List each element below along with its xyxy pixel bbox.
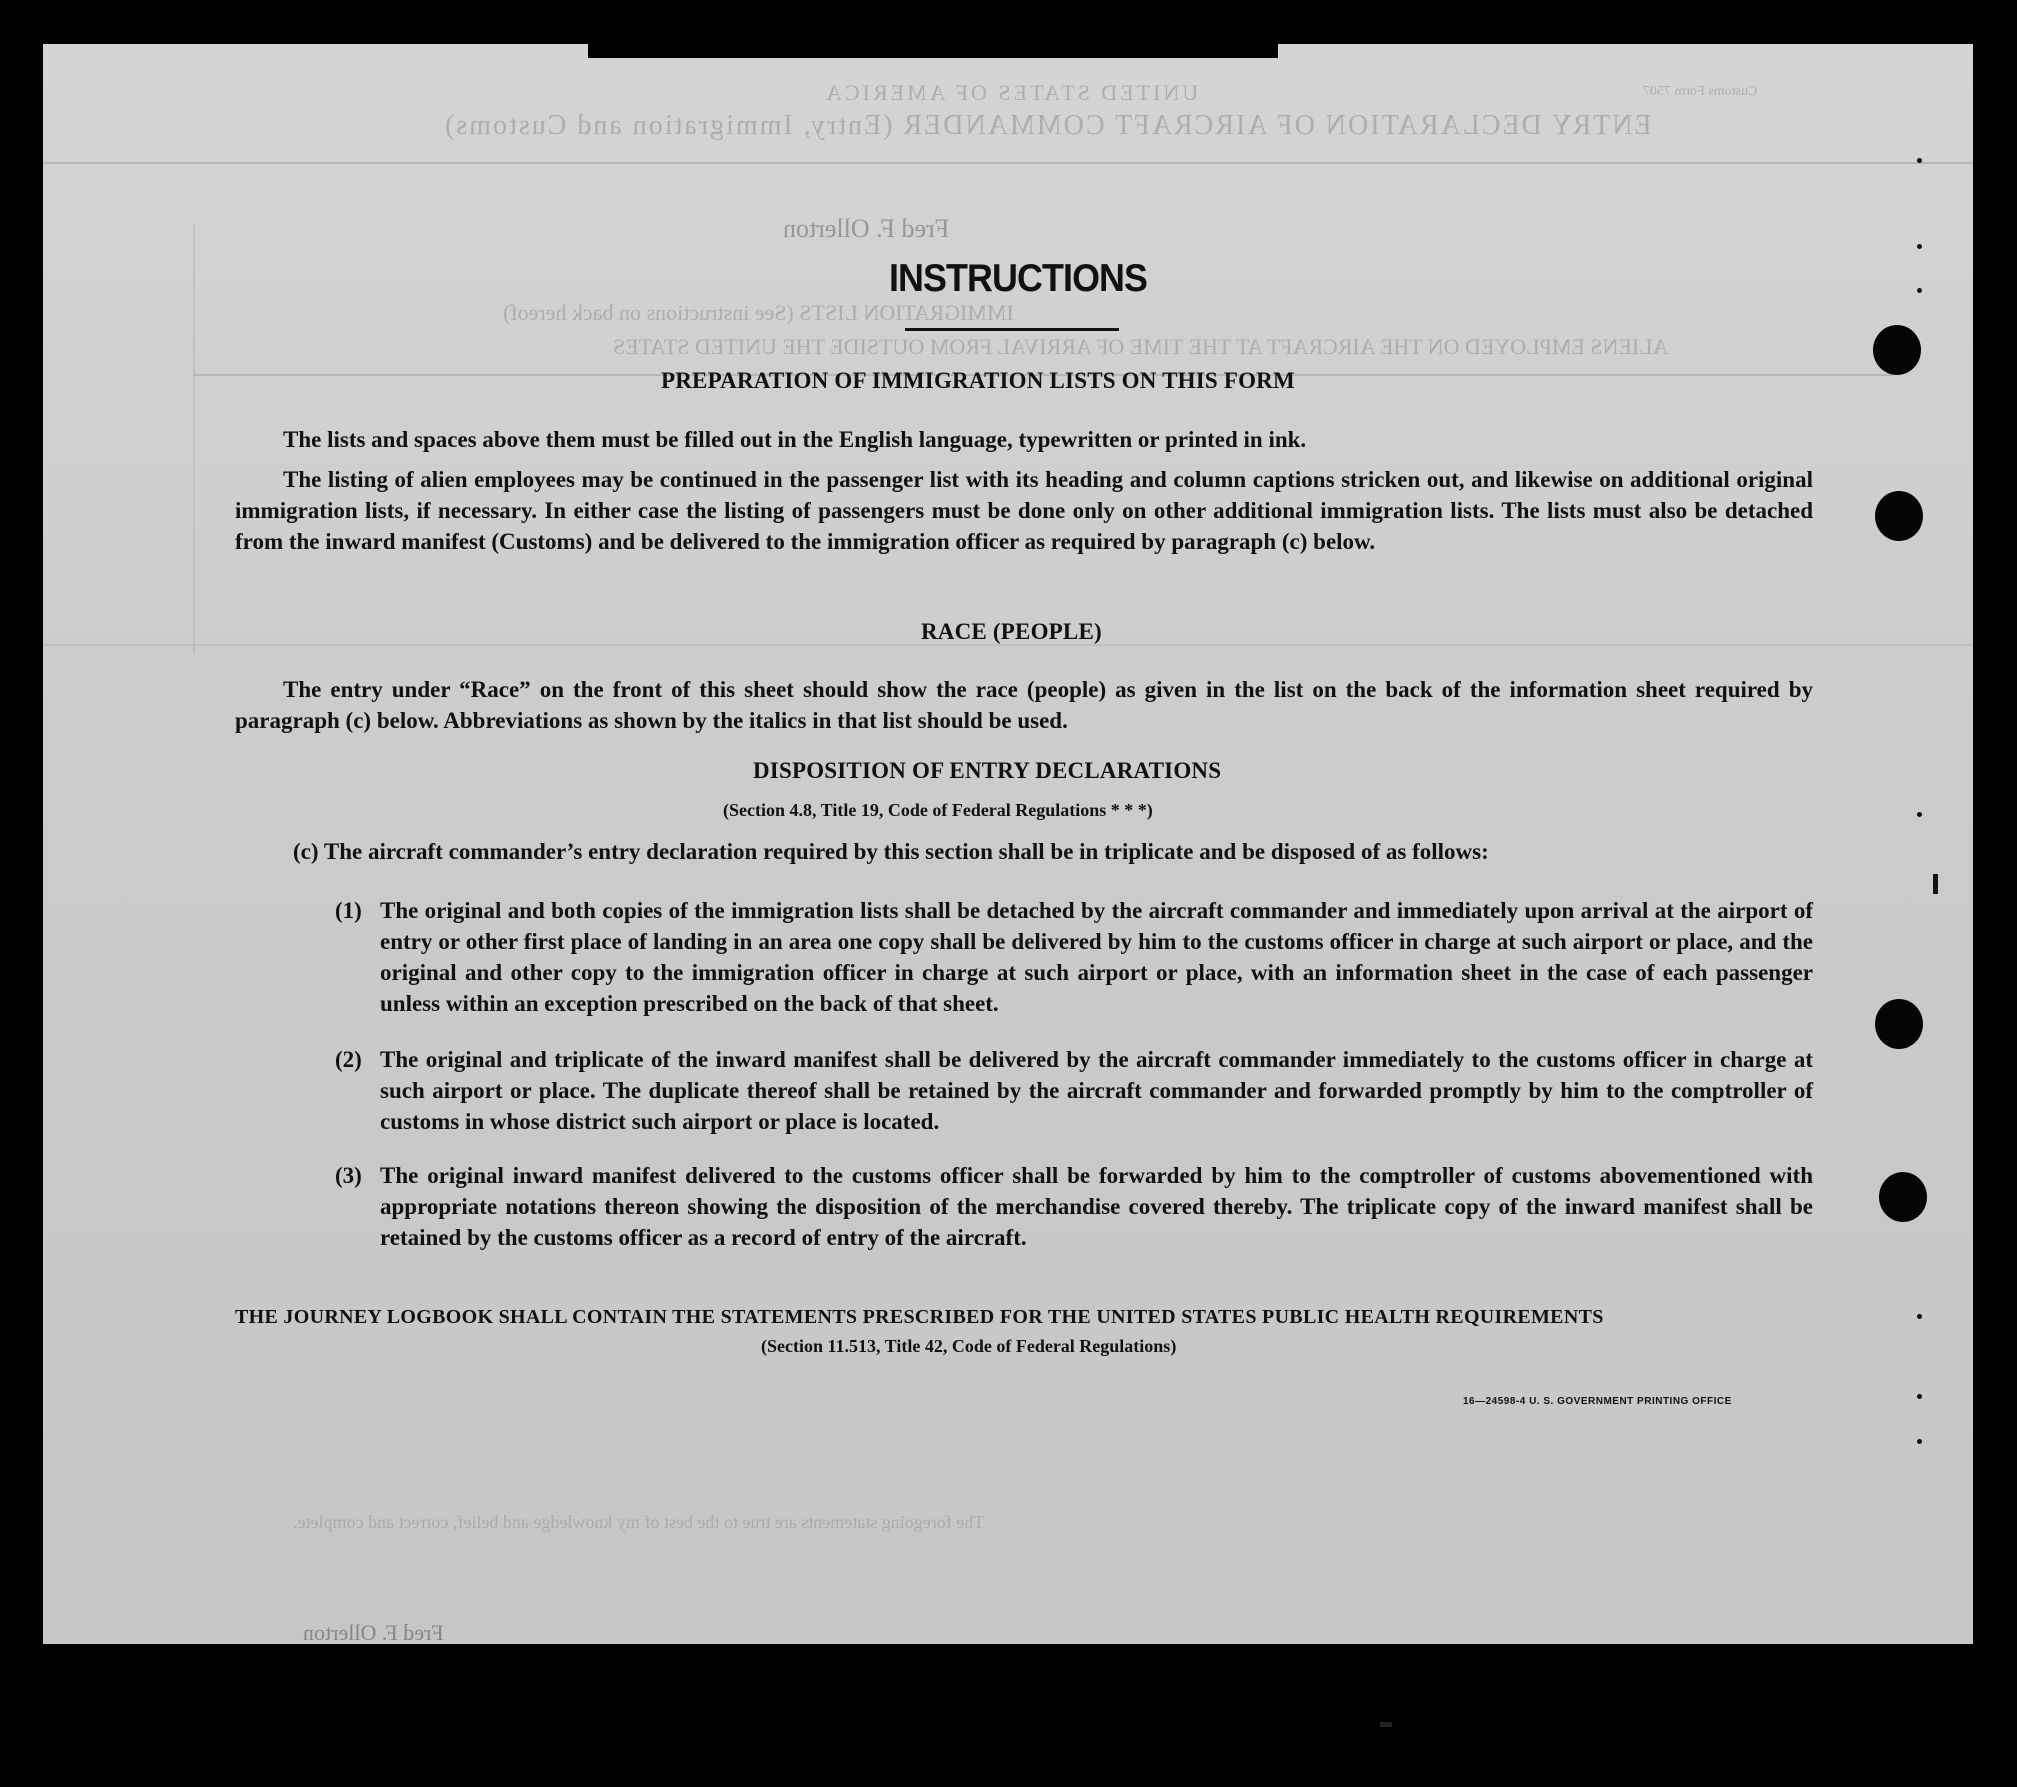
torn-edge (588, 40, 1278, 58)
disposition-intro (293, 836, 1793, 867)
speck (1917, 1314, 1922, 1319)
speck (1917, 1439, 1922, 1444)
document-page (43, 44, 1973, 1644)
punch-hole (1879, 1172, 1927, 1222)
paragraph-text: The entry under “Race” on the front of this sheet should show the race (people) as given in the list on the back of the information sheet required by paragraph (c) below. Abbreviations as shown by the italics in that list should be used. (235, 677, 1813, 733)
bleed-through-text: IMMIGRATION LISTS (See instructions on back hereof) (503, 300, 1014, 325)
punch-hole (1875, 999, 1923, 1049)
punch-hole (1875, 491, 1923, 541)
printing-office-line: 16—24598-4 U. S. GOVERNMENT PRINTING OFFICE (1463, 1396, 1732, 1407)
paragraph-text: The lists and spaces above them must be filled out in the English language, typewritten or printed in ink. (283, 427, 1307, 452)
speck (1917, 158, 1922, 163)
speck (1380, 1722, 1392, 1727)
bleed-through-signature: Fred F. Ollerton (303, 1620, 444, 1644)
bleed-through-rule (193, 224, 195, 654)
public-health-citation: (Section 11.513, Title 42, Code of Federal Regulations) (761, 1336, 1177, 1356)
title-underline (905, 328, 1119, 331)
paragraph-text: (c) The aircraft commander’s entry declaration required by this section shall be in triplicate and be disposed of as follows: (293, 839, 1489, 864)
bleed-through-text: UNITED STATES OF AMERICA (823, 80, 1199, 105)
disposition-item-3-text (380, 1160, 1813, 1253)
speck (1917, 812, 1922, 817)
bleed-through-text: ALIENS EMPLOYED ON THE AIRCRAFT AT THE TIME OF ARRIVAL FROM OUTSIDE THE UNITED STATES (613, 334, 1669, 359)
disposition-item-1-text (380, 895, 1813, 1019)
bleed-through-text: Fred F. Ollerton (783, 214, 950, 243)
bleed-through-rule (43, 162, 1973, 164)
speck (1917, 288, 1922, 293)
page-title: INSTRUCTIONS (889, 257, 1148, 300)
paragraph-text: The original inward manifest delivered to the customs officer shall be forwarded by him to the comptroller of customs abovementioned with appropriate notations thereon showing the disposition of the merchandise covered thereby. The triplicate copy of the inward manifest shall be retained by the customs officer as a record of entry of the aircraft. (380, 1163, 1813, 1250)
paragraph-text: The listing of alien employees may be continued in the passenger list with its heading and column captions stricken out, and likewise on additional original immigration lists, if necessary. In either case the listing of passengers must be done only on other additional immigration lists. The lists must also be detached from the inward manifest (Customs) and be delivered to the immigration officer as required by paragraph (c) below. (235, 467, 1813, 554)
disposition-item-2-text (380, 1044, 1813, 1137)
public-health-statement: THE JOURNEY LOGBOOK SHALL CONTAIN THE STATEMENTS PRESCRIBED FOR THE UNITED STATES PUBLIC HEALTH REQUIREMENTS (235, 1306, 1604, 1328)
paragraph-text: The original and triplicate of the inward manifest shall be delivered by the aircraft commander immediately to the customs officer in charge at such airport or place. The duplicate thereof shall be retained by the aircraft commander and forwarded promptly by him to the comptroller of customs in whose district such airport or place is located. (380, 1047, 1813, 1134)
disposition-citation: (Section 4.8, Title 19, Code of Federal Regulations * * *) (723, 800, 1153, 820)
disposition-item-1-number: (1) (335, 898, 362, 923)
section-heading-preparation: PREPARATION OF IMMIGRATION LISTS ON THIS FORM (661, 368, 1295, 393)
paragraph-race (235, 674, 1813, 736)
section-heading-disposition: DISPOSITION OF ENTRY DECLARATIONS (753, 758, 1222, 783)
disposition-item-2-number: (2) (335, 1047, 362, 1072)
paragraph-prep-1 (283, 424, 1573, 455)
paragraph-text: The original and both copies of the immigration lists shall be detached by the aircraft commander and immediately upon arrival at the airport of entry or other first place of landing in an area one copy shall be delivered by him to the customs officer in charge at such airport or place, and the original and other copy to the immigration officer in charge at such airport or place, with an information sheet in the case of each passenger unless within an exception prescribed on the back of that sheet. (380, 898, 1813, 1016)
paragraph-prep-2 (235, 464, 1813, 557)
speck (1917, 1394, 1922, 1399)
bleed-through-text: The foregoing statements are true to the best of my knowledge and belief, correct and complete. (293, 1512, 985, 1532)
speck (1917, 244, 1922, 249)
punch-hole (1873, 325, 1921, 375)
section-heading-race: RACE (PEOPLE) (921, 619, 1102, 644)
speck (1933, 874, 1938, 894)
bleed-through-text: Customs Form 7507 (1643, 84, 1758, 99)
disposition-item-3-number: (3) (335, 1163, 362, 1188)
bleed-through-text: ENTRY DECLARATION OF AIRCRAFT COMMANDER (Entry, Immigration and Customs) (443, 110, 1652, 141)
